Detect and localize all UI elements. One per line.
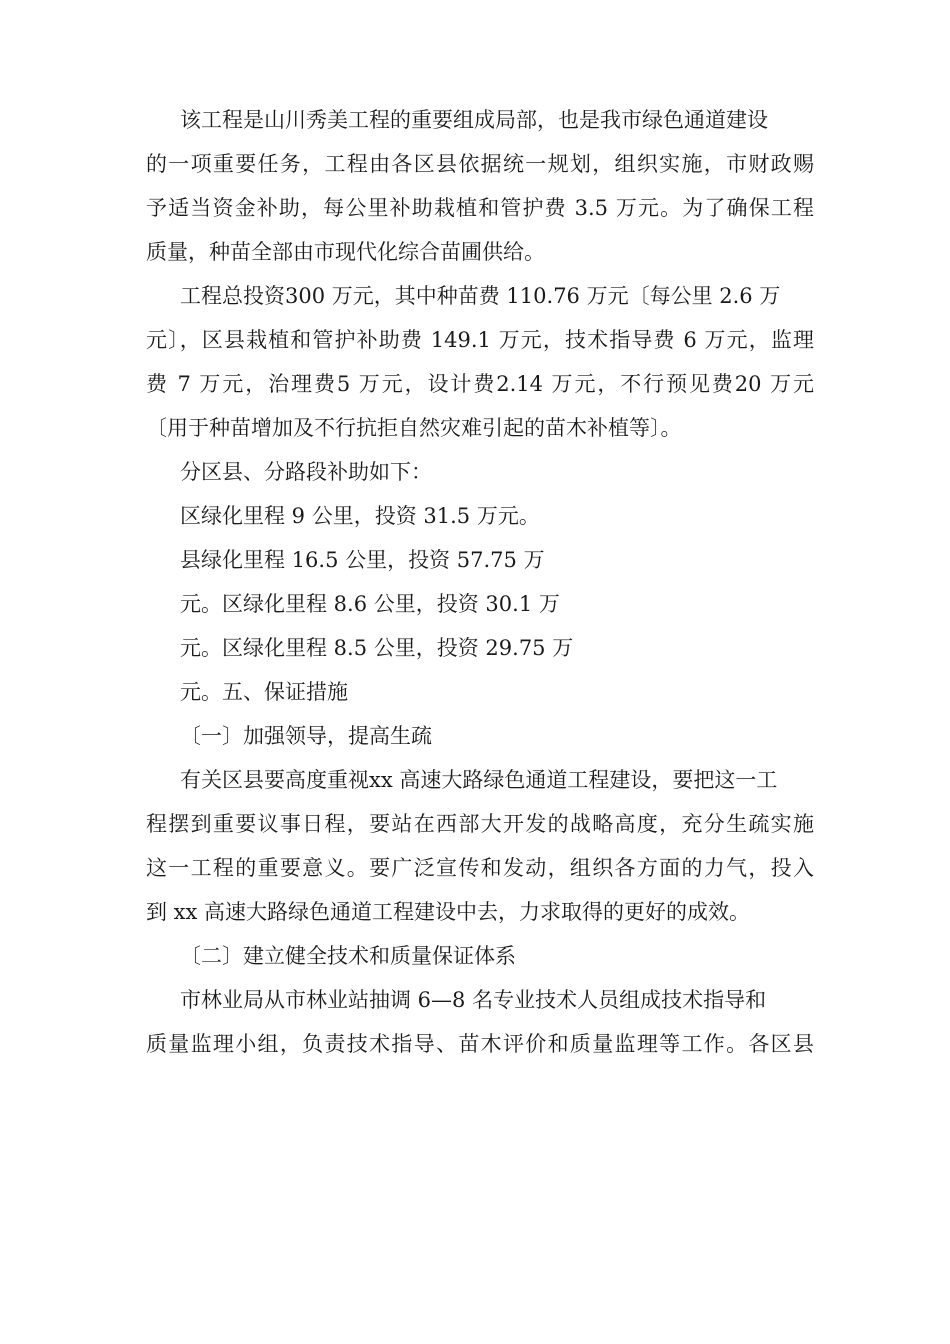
paragraph-1-line-2: 的一项重要任务，工程由各区县依据统一规划，组织实施，市财政赐: [146, 152, 814, 176]
subsidy-line-1: 区绿化里程 9 公里，投资 31.5 万元。: [180, 504, 540, 528]
paragraph-3-line-1: 有关区县要高度重视xx 高速大路绿色通道工程建设，要把这一工: [180, 768, 778, 792]
paragraph-1-line-4: 质量，种苗全部由市现代化综合苗圃供给。: [146, 240, 545, 264]
paragraph-2-line-1: 工程总投资300 万元，其中种苗费 110.76 万元〔每公里 2.6 万: [180, 284, 781, 308]
subsidy-heading: 分区县、分路段补助如下：: [180, 460, 432, 484]
paragraph-2-line-2: 元〕，区县栽植和管护补助费 149.1 万元，技术指导费 6 万元，监理: [146, 328, 814, 352]
paragraph-1-line-1: 该工程是山川秀美工程的重要组成局部，也是我市绿色通道建设: [180, 108, 768, 132]
paragraph-2-line-3: 费 7 万元，治理费5 万元，设计费2.14 万元，不行预见费20 万元: [146, 372, 814, 396]
paragraph-4-line-2: 质量监理小组，负责技术指导、苗木评价和质量监理等工作。各区县: [146, 1032, 814, 1056]
paragraph-1-line-3: 予适当资金补助，每公里补助栽植和管护费 3.5 万元。为了确保工程: [146, 196, 814, 220]
section-heading-5: 元。五、保证措施: [180, 680, 348, 704]
paragraph-3-line-3: 这一工程的重要意义。要广泛宣传和发动，组织各方面的力气，投入: [146, 856, 814, 880]
subsection-heading-2: 〔二〕建立健全技术和质量保证体系: [180, 944, 516, 968]
subsidy-line-3: 元。区绿化里程 8.6 公里，投资 30.1 万: [180, 592, 560, 616]
subsection-heading-1: 〔一〕加强领导，提高生疏: [180, 724, 432, 748]
paragraph-3-line-2: 程摆到重要议事日程，要站在西部大开发的战略高度，充分生疏实施: [146, 812, 814, 836]
paragraph-4-line-1: 市林业局从市林业站抽调 6—8 名专业技术人员组成技术指导和: [180, 988, 767, 1012]
subsidy-line-2: 县绿化里程 16.5 公里，投资 57.75 万: [180, 548, 545, 572]
subsidy-line-4: 元。区绿化里程 8.5 公里，投资 29.75 万: [180, 636, 574, 660]
paragraph-3-line-4: 到 xx 高速大路绿色通道工程建设中去，力求取得的更好的成效。: [146, 900, 751, 924]
paragraph-2-line-4: 〔用于种苗增加及不行抗拒自然灾难引起的苗木补植等〕。: [146, 416, 682, 440]
